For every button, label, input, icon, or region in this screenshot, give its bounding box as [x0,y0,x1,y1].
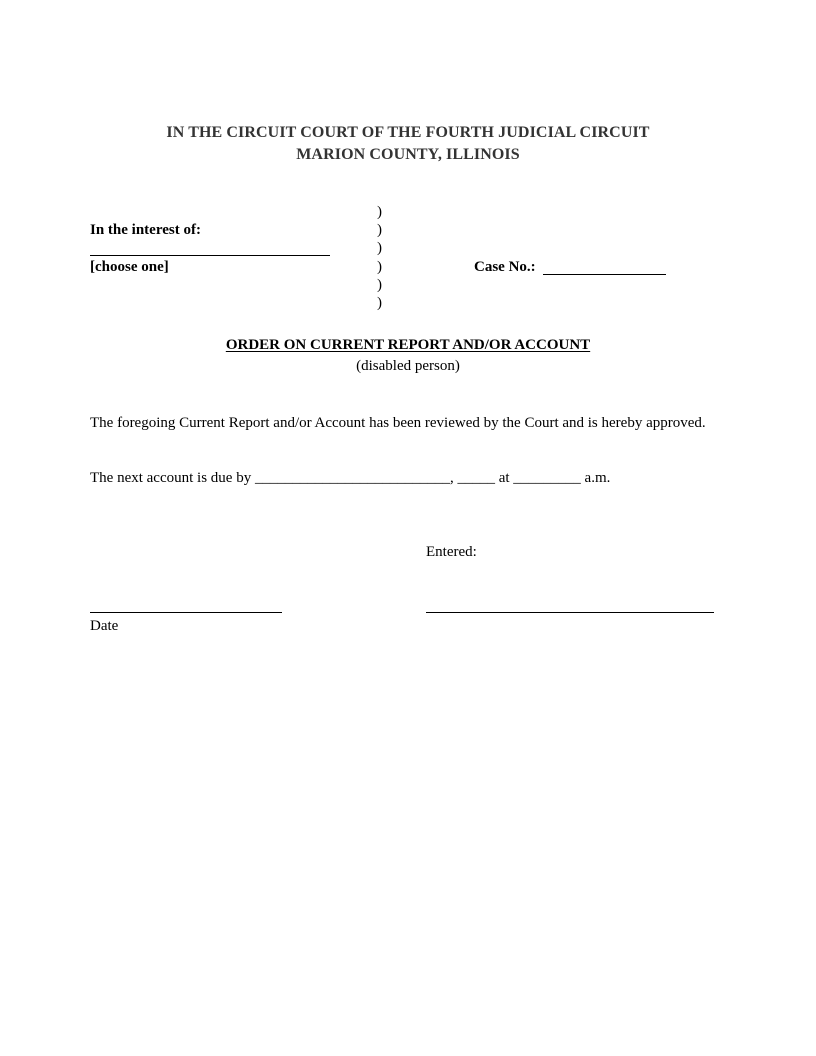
respondent-name-line[interactable] [90,255,330,256]
caption-paren: ) [377,294,382,311]
caption-paren: ) [377,276,382,293]
at-text: at [498,470,510,486]
date-label: Date [90,618,119,634]
approval-paragraph: The foregoing Current Report and/or Account has been reviewed by the Court and is hereby approved. [90,415,706,431]
case-number-line[interactable] [543,274,666,275]
order-subtitle: (disabled person) [356,358,460,374]
next-account-date-blank[interactable]: __________________________ [254,470,450,486]
caption-paren: ) [377,258,382,275]
interest-of-label: In the interest of: [90,222,201,238]
caption-paren: ) [377,204,382,220]
caption-paren: ) [377,240,382,257]
caption-parenthesis-column [377,203,382,312]
next-account-line [90,469,610,487]
order-title-text: ORDER ON CURRENT REPORT AND/OR ACCOUNT [225,337,591,353]
entered-label: Entered: [426,544,477,560]
next-account-time-blank[interactable]: _________ [513,470,581,486]
case-number-label: Case No.: [474,259,536,275]
order-title [0,336,816,354]
am-text: a.m. [584,470,611,486]
choose-one-label: [choose one] [90,259,169,275]
county-heading: MARION COUNTY, ILLINOIS [296,146,520,163]
comma-text: , [449,470,454,486]
judge-signature-line[interactable] [426,612,714,613]
court-name-heading: IN THE CIRCUIT COURT OF THE FOURTH JUDICIAL CIRCUIT [166,124,650,141]
next-account-year-blank[interactable]: _____ [457,470,495,486]
caption-paren: ) [377,222,382,239]
date-signature-line[interactable] [90,612,282,613]
next-account-prefix: The next account is due by [90,470,252,486]
